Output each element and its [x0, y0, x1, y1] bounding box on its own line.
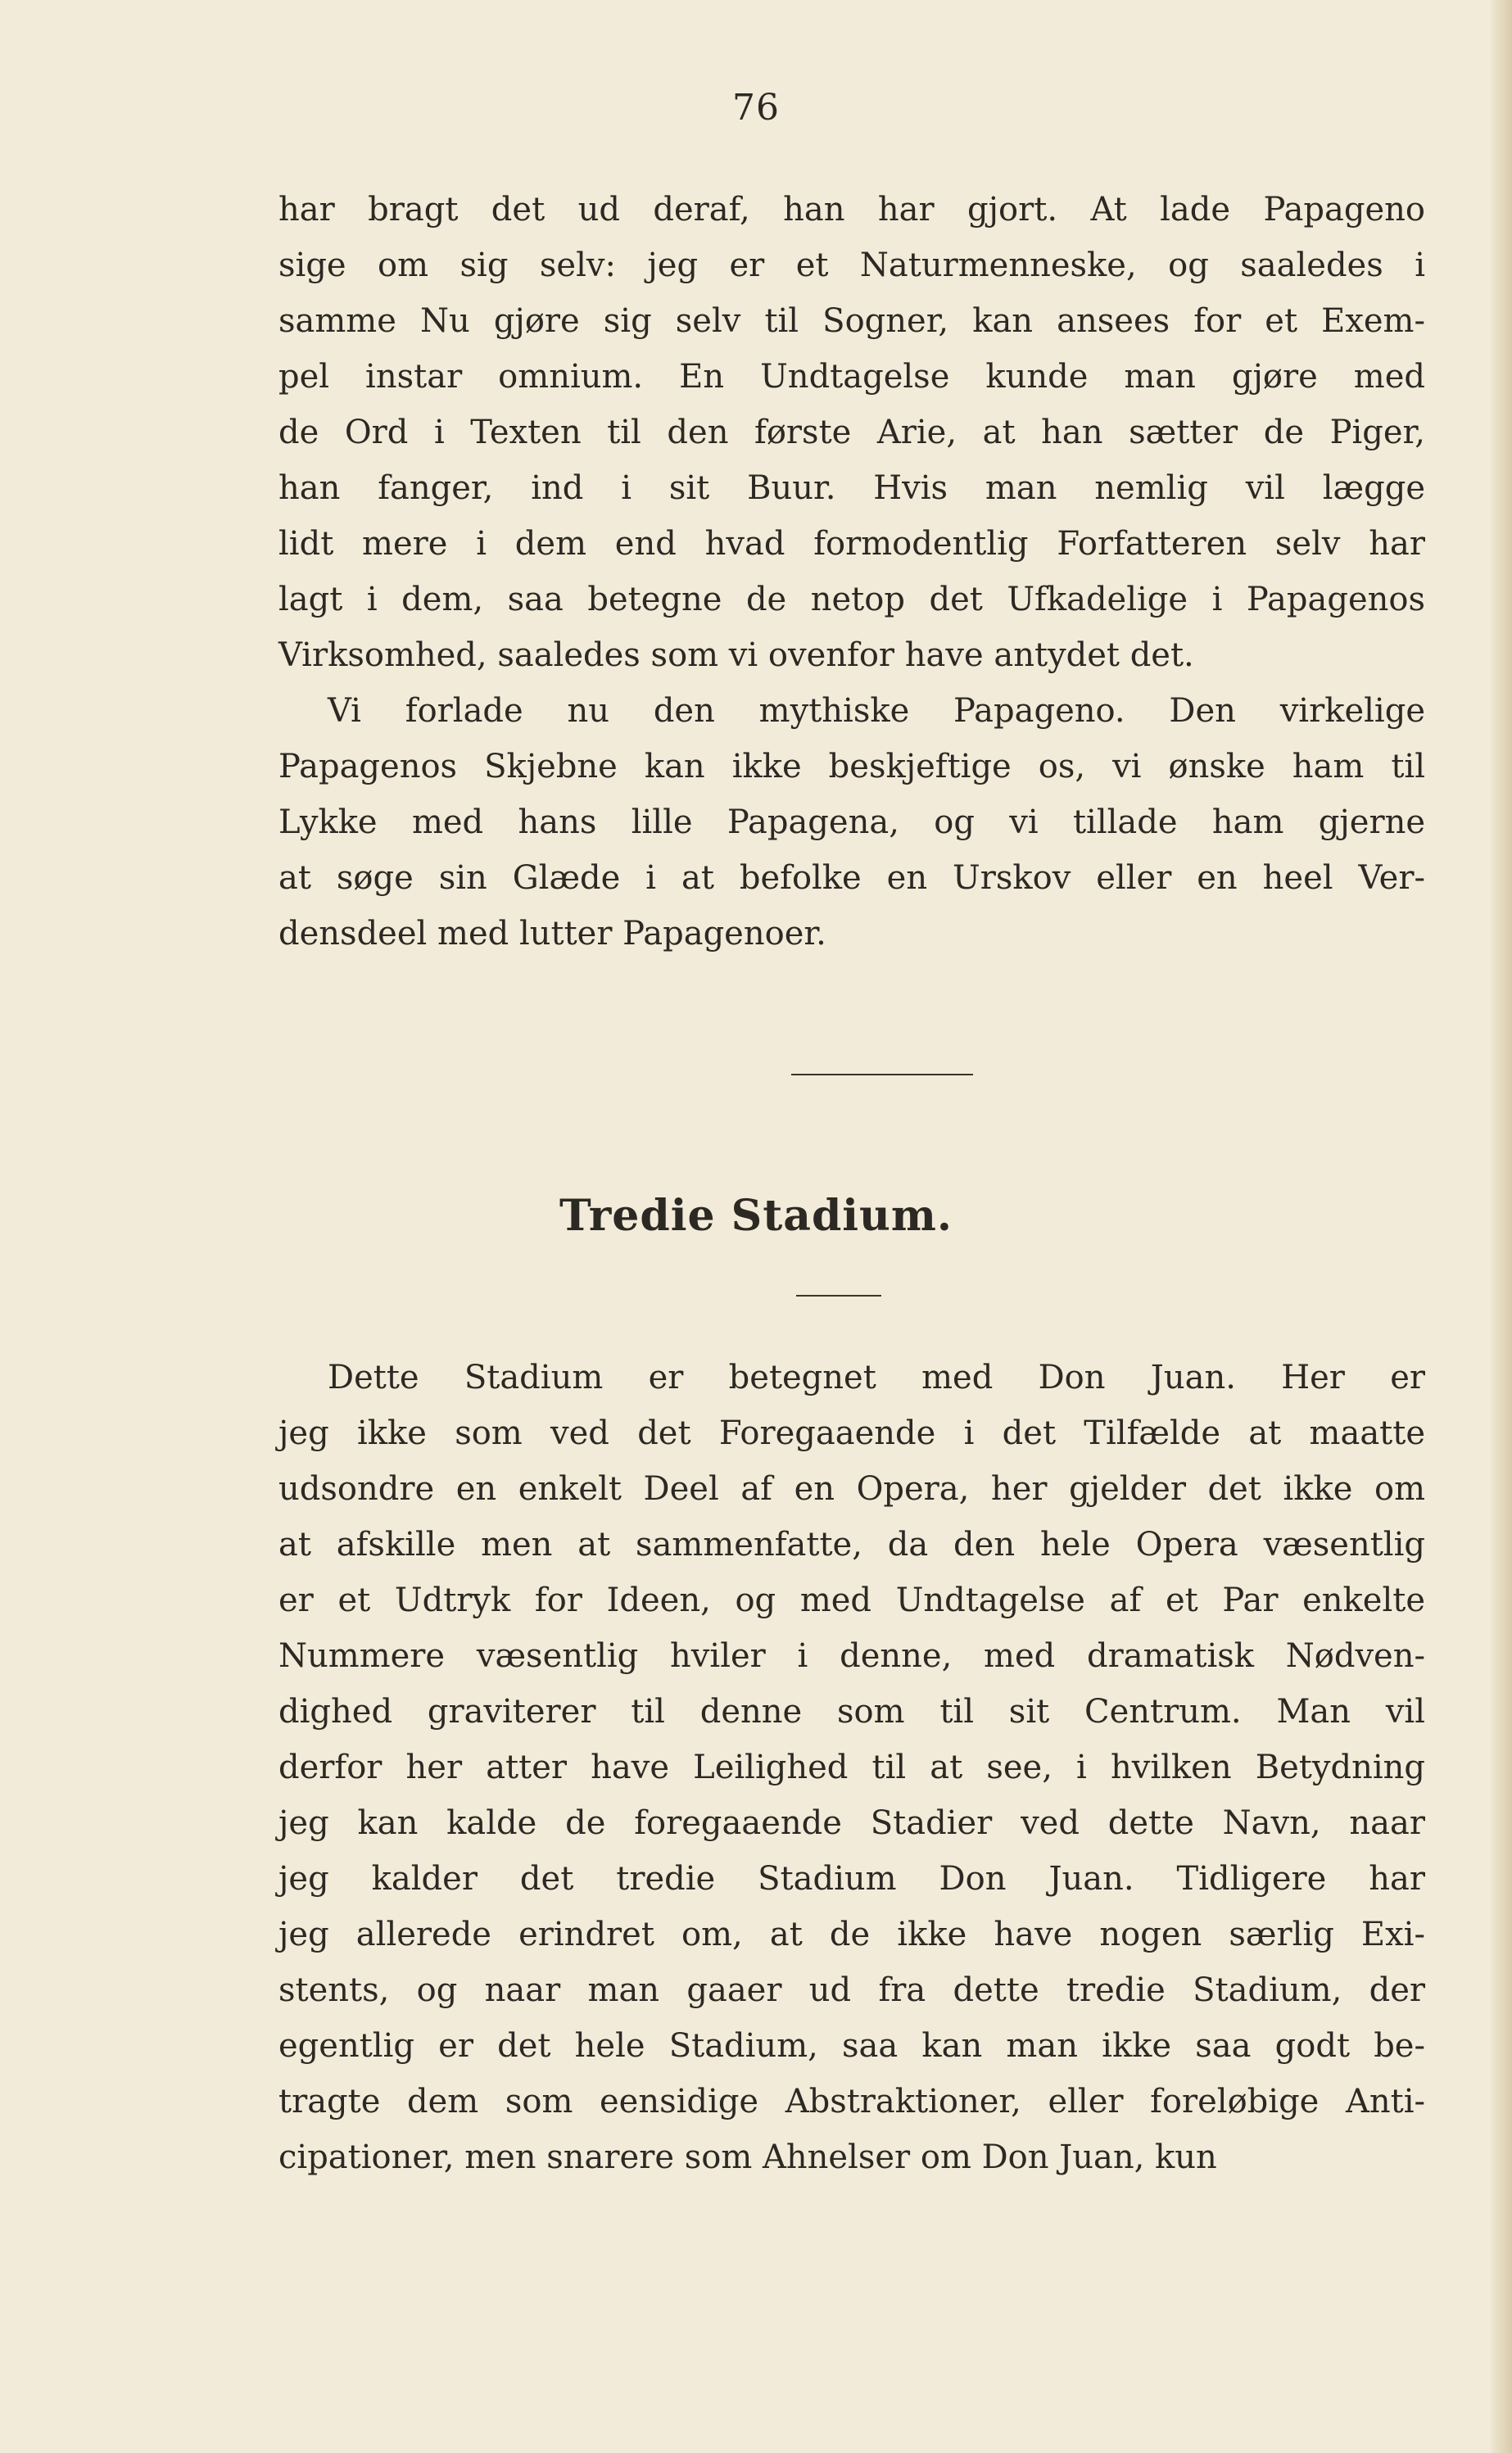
text-line: Dette Stadium er betegnet med Don Juan. Her er	[328, 1359, 1425, 1396]
text-line: er et Udtryk for Ideen, og med Undtagelse af et Par enkelte	[278, 1582, 1425, 1619]
text-line: sige om sig selv: jeg er et Naturmenneske, og saaledes i	[278, 247, 1425, 284]
paragraph-2	[278, 683, 1425, 962]
paragraph-3	[278, 1350, 1425, 2185]
text-line: tragte dem som eensidige Abstraktioner, eller foreløbige Anti-	[278, 2083, 1425, 2120]
section-heading: Tredie Stadium.	[559, 1191, 953, 1241]
text-line: at søge sin Glæde i at befolke en Urskov eller en heel Ver-	[278, 859, 1425, 897]
text-line: Papagenos Skjebne kan ikke beskjeftige os, vi ønske ham til	[278, 748, 1425, 785]
text-line: derfor her atter have Leilighed til at see, i hvilken Betydning	[278, 1749, 1425, 1786]
text-line: jeg kalder det tredie Stadium Don Juan. Tidligere har	[278, 1860, 1425, 1898]
text-line: han fanger, ind i sit Buur. Hvis man nemlig vil lægge	[278, 469, 1425, 507]
text-line: lagt i dem, saa betegne de netop det Ufkadelige i Papagenos	[278, 581, 1425, 618]
text-line: de Ord i Texten til den første Arie, at han sætter de Piger,	[278, 414, 1425, 451]
text-line: cipationer, men snarere som Ahnelser om Don Juan, kun	[278, 2138, 1217, 2176]
text-line: Lykke med hans lille Papagena, og vi tillade ham gjerne	[278, 803, 1425, 841]
text-line: udsondre en enkelt Deel af en Opera, her gjelder det ikke om	[278, 1470, 1425, 1508]
text-line: stents, og naar man gaaer ud fra dette tredie Stadium, der	[278, 1971, 1425, 2009]
text-line: jeg ikke som ved det Foregaaende i det Tilfælde at maatte	[278, 1414, 1425, 1452]
text-line: Vi forlade nu den mythiske Papageno. Den virkelige	[328, 692, 1425, 730]
heading-underline-rule	[796, 1295, 881, 1297]
page-number: 76	[732, 87, 780, 129]
text-line: dighed graviterer til denne som til sit Centrum. Man vil	[278, 1693, 1425, 1731]
text-line: pel instar omnium. En Undtagelse kunde man gjøre med	[278, 358, 1425, 396]
text-line: samme Nu gjøre sig selv til Sogner, kan ansees for et Exem-	[278, 302, 1425, 340]
text-line: Virksomhed, saaledes som vi ovenfor have antydet det.	[278, 636, 1194, 674]
text-line: Nummere væsentlig hviler i denne, med dramatisk Nødven-	[278, 1637, 1425, 1675]
text-line: egentlig er det hele Stadium, saa kan man ikke saa godt be-	[278, 2027, 1425, 2065]
text-line: har bragt det ud deraf, han har gjort. At lade Papageno	[278, 191, 1425, 229]
text-line: jeg allerede erindret om, at de ikke have nogen særlig Exi-	[278, 1916, 1425, 1953]
section-divider-rule	[791, 1074, 973, 1075]
text-line: lidt mere i dem end hvad formodentlig Forfatteren selv har	[278, 525, 1425, 563]
text-line: densdeel med lutter Papagenoer.	[278, 915, 826, 953]
text-line: at afskille men at sammenfatte, da den hele Opera væsentlig	[278, 1526, 1425, 1564]
paragraph-1	[278, 182, 1425, 683]
text-line: jeg kan kalde de foregaaende Stadier ved dette Navn, naar	[278, 1804, 1425, 1842]
